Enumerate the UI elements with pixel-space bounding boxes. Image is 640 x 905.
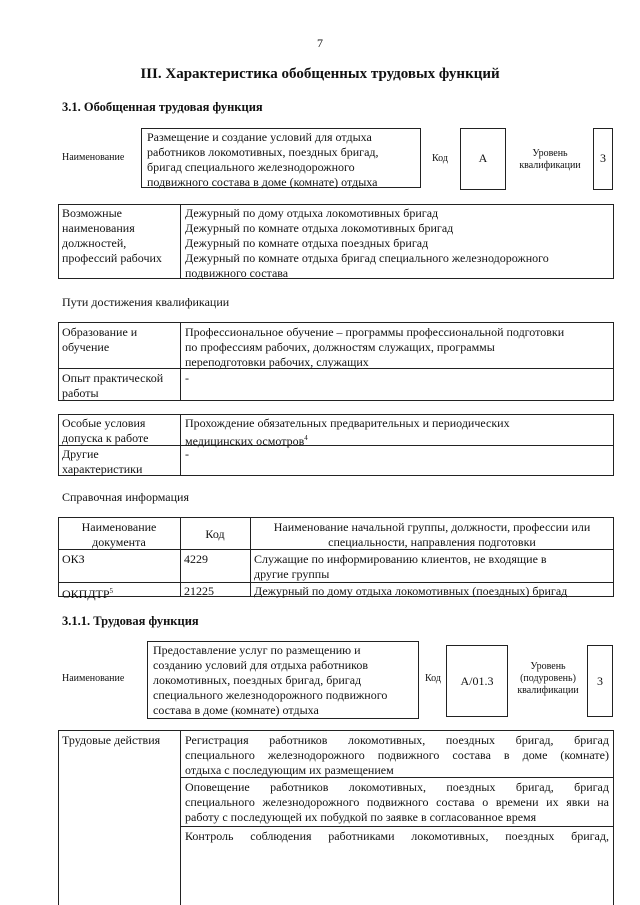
ref-row-name [251,551,613,583]
experience-label [59,370,179,402]
tf-level-label [510,661,586,697]
ref-col-code: Код [205,527,225,541]
footnote-mark: 5 [109,587,114,595]
tf-name-line: Предоставление услуг по размещению и [153,643,361,657]
tf-name-line: специального железнодорожного подвижного [153,688,388,702]
gf-code-box [460,128,506,190]
action-line: отдыха с последующим их размещением [185,763,394,777]
ref-row-doc-text: ОКПДТР [62,587,110,601]
tf-level-label-line: квалификации [517,685,579,696]
conditions-label-line: допуска к работе [62,431,149,445]
ref-row-name-line: Дежурный по дому отдыха локомотивных (поездных) бригад [254,584,568,598]
tf-name-line: состава в доме (комнате) отдыха [153,703,319,717]
conditions-value-line [185,431,609,449]
gf-code-label: Код [432,153,448,164]
action-item [182,828,612,845]
gf-name-line: бригад специального железнодорожного [147,160,355,174]
conditions-value-line: Прохождение обязательных предварительных и периодических [185,416,510,430]
education-value-line: Профессиональное обучение – программы профессиональной подготовки [185,325,565,339]
ref-col-name-line: Наименование начальной группы, должности, профессии или [273,520,591,534]
gf-level-label-line: квалификации [519,160,581,171]
actions-label: Трудовые действия [62,733,161,747]
tf-name-box [147,641,419,719]
tf-level: 3 [597,674,603,688]
other-label-line: характеристики [62,462,143,476]
action-line: Оповещение работников локомотивных, поездных бригад, бригад [185,780,609,794]
other-value: - [185,447,189,461]
ref-row-code: 21225 [184,584,214,598]
gf-name-line: работников локомотивных, поездных бригад, [147,145,379,159]
experience-label-line: работы [62,386,99,400]
ref-row-name [251,583,613,600]
conditions-label [59,415,179,447]
action-item [182,779,612,826]
qualification-heading: Пути достижения квалификации [62,295,230,309]
ref-row-name-line: другие группы [254,567,330,581]
tf-code: А/01.3 [460,674,494,688]
tf-code-label: Код [425,673,441,684]
ref-col-doc-line: документа [92,535,146,549]
action-line: Регистрация работников локомотивных, поездных бригад, бригад [185,733,609,747]
experience-value: - [185,371,189,385]
other-label-line: Другие [62,447,99,461]
tf-heading: 3.1.1. Трудовая функция [62,614,199,628]
position-item: подвижного состава [185,266,289,280]
gf-heading: 3.1. Обобщенная трудовая функция [62,100,263,114]
action-line: специального железнодорожного подвижного состава о времени их явки на [185,795,609,809]
position-item: Дежурный по комнате отдыха поездных бригад [185,236,429,250]
tf-name-line: локомотивных, поездных бригад, бригад [153,673,362,687]
ref-row-code: 4229 [184,552,208,566]
positions-label-line: Возможные [62,206,122,220]
gf-level: 3 [600,151,606,165]
conditions-value-text: медицинских осмотров [185,434,305,448]
tf-name-line: созданию условий для отдыха работников [153,658,369,672]
tf-code-box [446,645,508,717]
reference-heading: Справочная информация [62,490,189,504]
ref-row-doc [59,583,179,603]
education-value-line: по профессиям рабочих, должностям служащих, программы [185,340,495,354]
ref-col-name-line: специальности, направления подготовки [328,535,536,549]
education-label-line: обучение [62,340,110,354]
tf-level-box [587,645,613,717]
position-item: Дежурный по комнате отдыха бригад специального железнодорожного [185,251,549,265]
tf-level-label-line: (подуровень) [520,673,576,684]
positions-list [182,205,612,282]
action-line: специального железнодорожного подвижного состава в доме (комнате) [185,748,609,762]
conditions-value [182,415,612,450]
tf-name-label: Наименование [62,673,125,684]
conditions-label-line: Особые условия [62,416,146,430]
section-title: III. Характеристика обобщенных трудовых функций [140,66,500,82]
position-item: Дежурный по комнате отдыха локомотивных бригад [185,221,454,235]
ref-col-doc-line: Наименование [81,520,157,534]
gf-name-label: Наименование [62,152,125,163]
education-label [59,324,179,356]
gf-name-line: Размещение и создание условий для отдыха [147,130,372,144]
action-line: работу с последующей их побудкой по заявке в согласованное время [185,810,537,824]
positions-label-line: должностей, [62,236,127,250]
gf-name-line: подвижного состава в доме (комнате) отдыха [147,175,378,189]
education-value-line: переподготовки рабочих, служащих [185,355,369,369]
other-label [59,446,179,478]
education-label-line: Образование и [62,325,138,339]
ref-col-name [251,519,613,551]
ref-row-doc: ОКЗ [62,552,85,566]
footnote-mark: 4 [304,434,308,442]
experience-label-line: Опыт практической [62,371,164,385]
ref-col-doc [59,519,179,551]
page-number: 7 [317,36,323,50]
action-line: Контроль соблюдения работниками локомотивных, поездных бригад, [185,829,609,843]
gf-name-box [141,128,421,188]
gf-code: А [478,151,488,165]
tf-level-label-line: Уровень [530,661,566,672]
positions-label [59,205,179,267]
positions-label-line: наименования [62,221,135,235]
gf-level-box [593,128,613,190]
action-item [182,732,612,779]
ref-row-name-line: Служащие по информированию клиентов, не входящие в [254,552,547,566]
education-value [182,324,612,371]
position-item: Дежурный по дому отдыха локомотивных бригад [185,206,439,220]
gf-level-label [506,148,594,172]
gf-level-label-line: Уровень [532,148,568,159]
positions-label-line: профессий рабочих [62,251,162,265]
